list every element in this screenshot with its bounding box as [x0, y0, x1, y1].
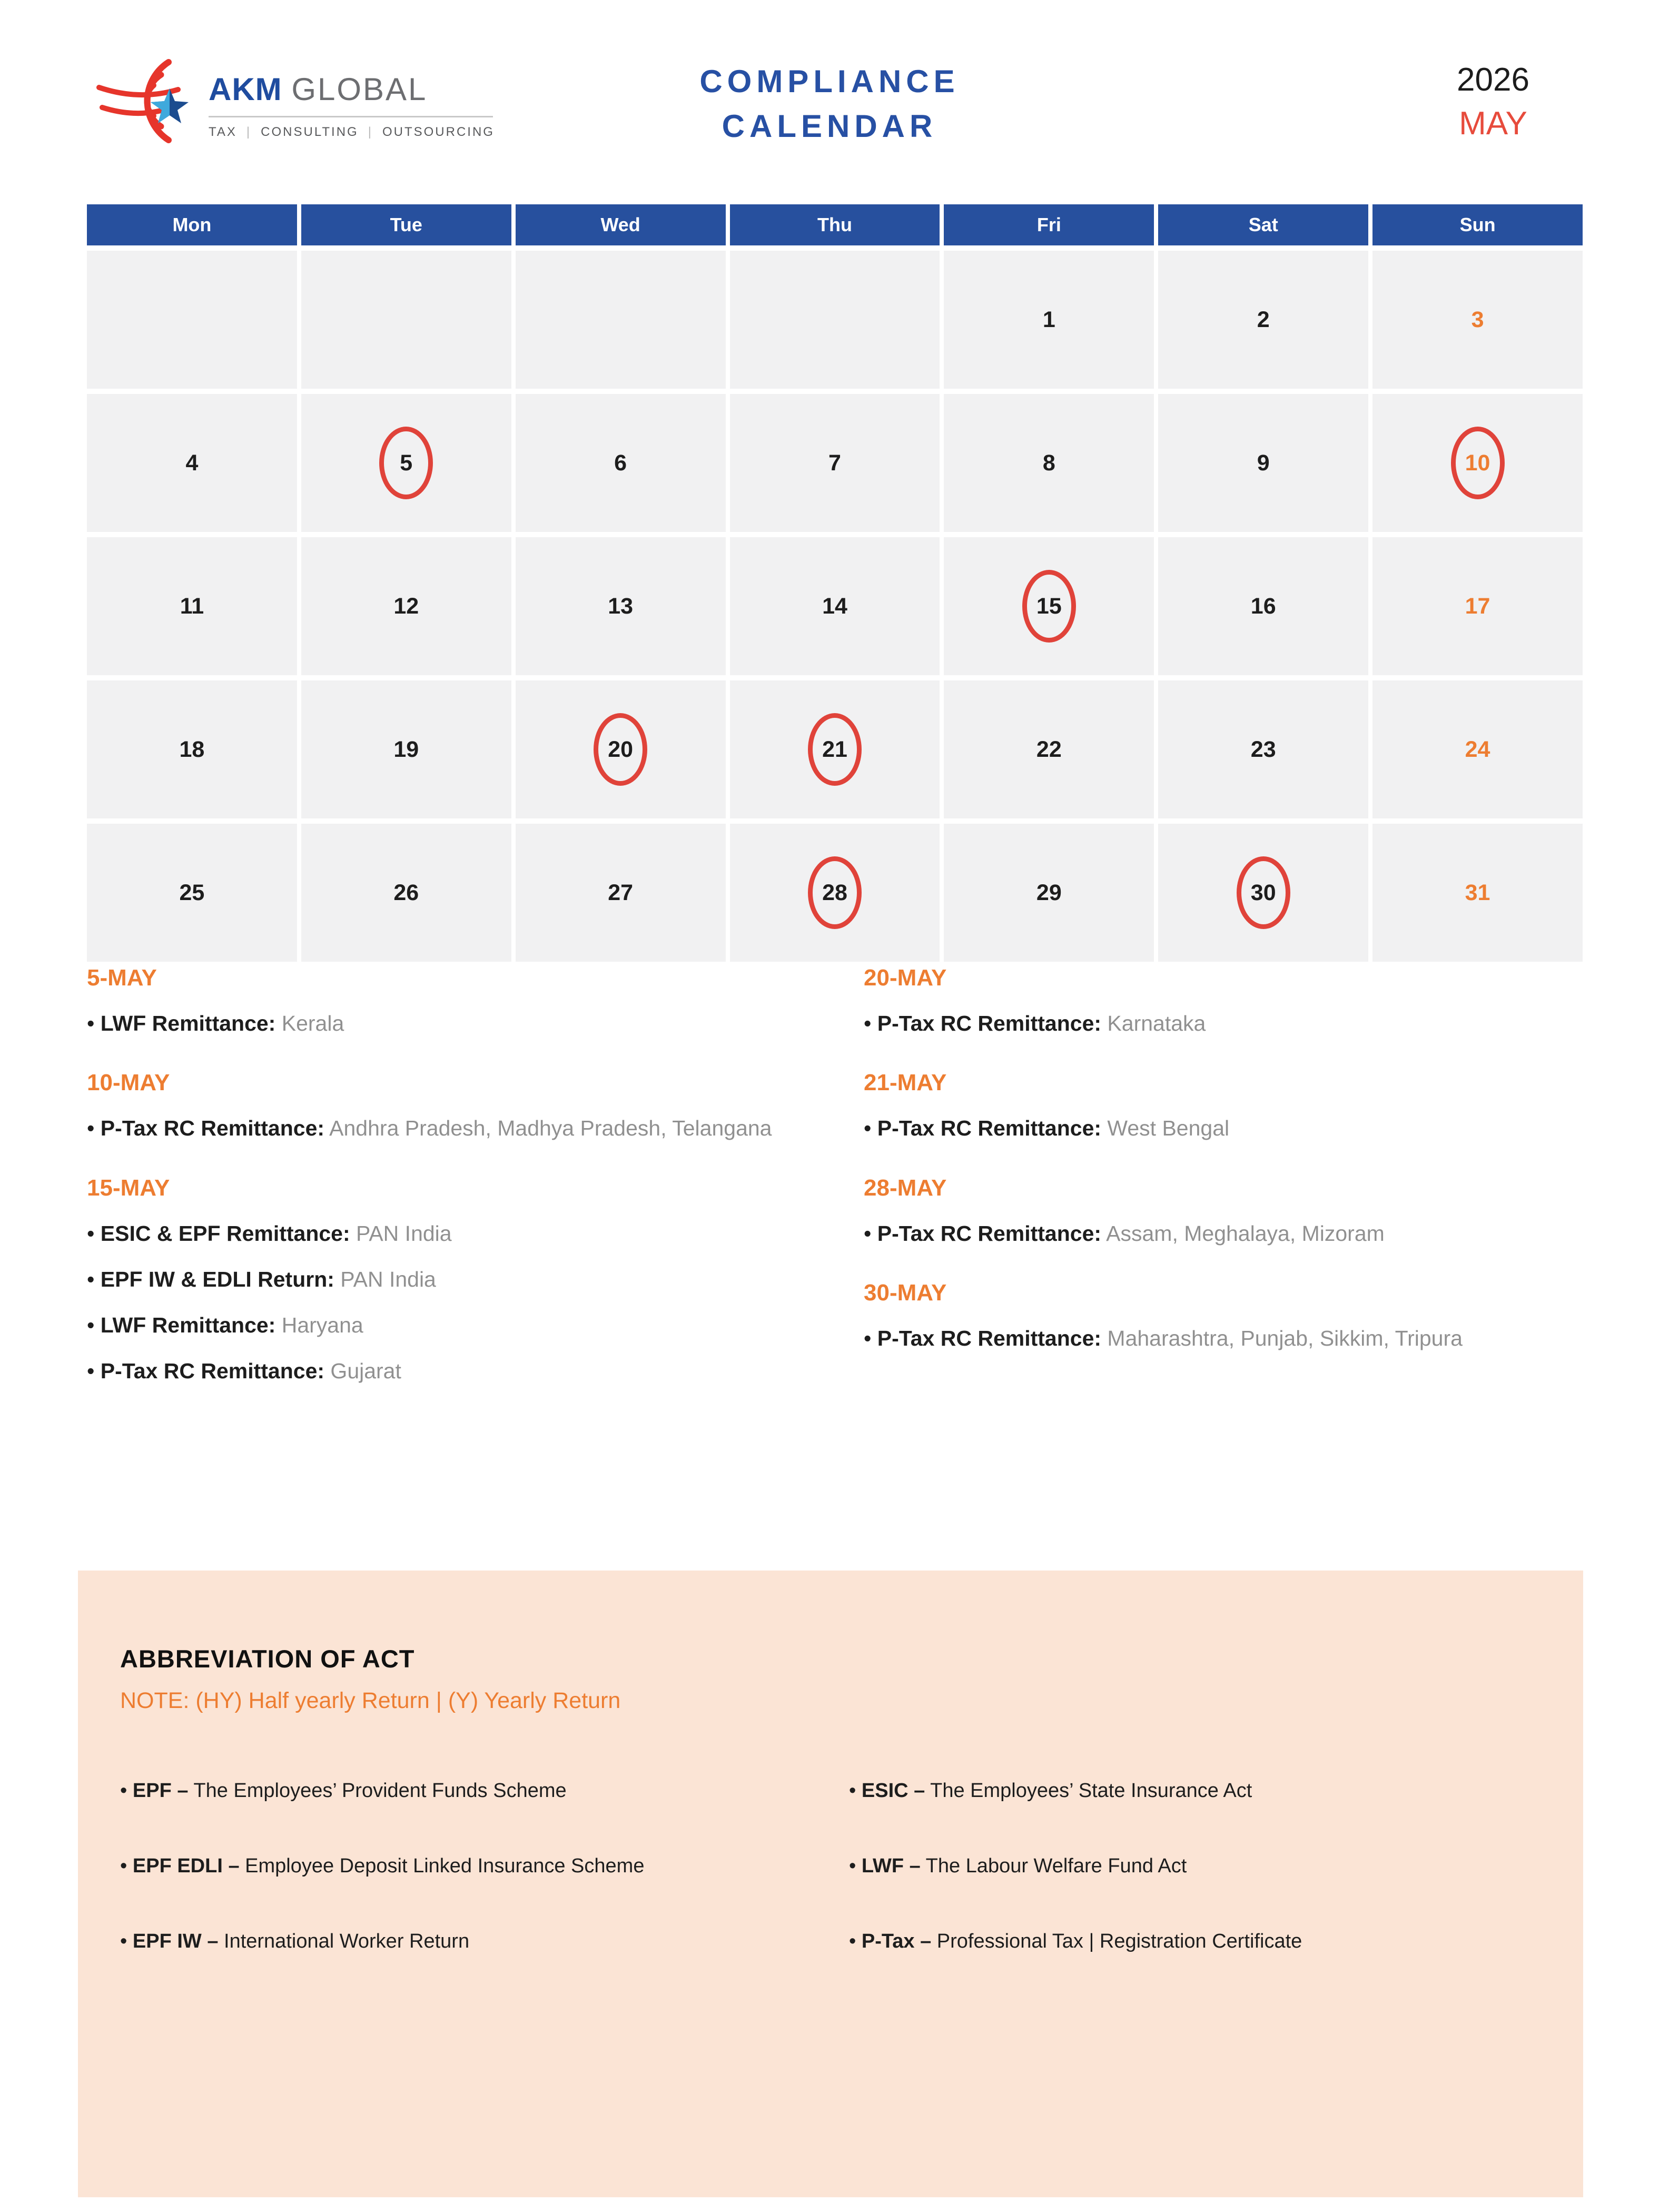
- event-section: [864, 1280, 1583, 1352]
- tagline-item: | CONSULTING: [237, 125, 359, 139]
- brand-divider: [209, 116, 493, 117]
- calendar-day-cell: [1372, 537, 1583, 675]
- event-value: PAN India: [334, 1267, 436, 1291]
- calendar-day-cell: [1158, 537, 1368, 675]
- calendar-day-cell: [1372, 824, 1583, 962]
- abbreviation-term: LWF –: [861, 1855, 921, 1877]
- abbreviation-description: The Employees’ State Insurance Act: [925, 1780, 1252, 1802]
- calendar-day-cell: [1158, 394, 1368, 532]
- day-number: 20: [608, 736, 634, 762]
- abbreviation-item: [849, 1855, 1536, 1878]
- calendar-day-cell: [944, 394, 1154, 532]
- event-label: LWF Remittance:: [100, 1313, 276, 1337]
- calendar-day-cell: [730, 394, 940, 532]
- weekday-header-fri: Fri: [944, 204, 1154, 245]
- calendar-day-cell: [1372, 680, 1583, 818]
- event-label: ESIC & EPF Remittance:: [100, 1221, 350, 1246]
- year-month-block: [1409, 59, 1577, 145]
- day-number: 10: [1465, 450, 1490, 476]
- day-number: 29: [1036, 880, 1062, 905]
- event-value: Maharashtra, Punjab, Sikkim, Tripura: [1101, 1326, 1463, 1350]
- tagline-item: | OUTSOURCING: [359, 125, 495, 139]
- deadline-circle-ring: [1237, 856, 1290, 929]
- event-date-heading: 20-MAY: [864, 965, 947, 991]
- event-label: P-Tax RC Remittance:: [877, 1326, 1102, 1350]
- tagline-item: TAX: [209, 125, 237, 139]
- deadline-circle-ring: [594, 713, 647, 786]
- event-label: P-Tax RC Remittance:: [877, 1011, 1102, 1035]
- day-number: 21: [822, 736, 847, 762]
- calendar-day-cell: [1372, 251, 1583, 389]
- title-line-1: COMPLIANCE: [699, 64, 960, 99]
- calendar-day-cell: [730, 537, 940, 675]
- event-item: [864, 1010, 1583, 1037]
- abbreviation-list: [120, 1780, 1536, 1953]
- brand-akm: AKM: [209, 72, 282, 107]
- calendar-day-cell: [1158, 680, 1368, 818]
- event-item: [87, 1266, 864, 1293]
- event-date-heading: 28-MAY: [864, 1174, 947, 1201]
- event-label: P-Tax RC Remittance:: [100, 1116, 325, 1141]
- abbreviation-description: Professional Tax | Registration Certificate: [931, 1930, 1302, 1952]
- calendar-week-row: [87, 680, 1583, 818]
- weekday-header-mon: Mon: [87, 204, 297, 245]
- calendar-day-cell: [1158, 824, 1368, 962]
- calendar-week-row: [87, 537, 1583, 675]
- day-number: 5: [400, 450, 413, 476]
- day-number: 4: [185, 450, 199, 476]
- day-number: 14: [822, 593, 847, 619]
- calendar-day-cell: [301, 537, 511, 675]
- calendar-day-cell: [944, 251, 1154, 389]
- weekday-header-thu: Thu: [730, 204, 940, 245]
- abbreviation-item: [849, 1930, 1536, 1953]
- day-number: 13: [608, 593, 634, 619]
- abbreviation-term: EPF EDLI –: [132, 1855, 240, 1877]
- deadline-circle-ring: [808, 856, 862, 929]
- event-label: LWF Remittance:: [100, 1011, 276, 1035]
- event-section: [87, 965, 864, 1037]
- day-number: 26: [393, 880, 419, 905]
- abbreviation-term: P-Tax –: [861, 1930, 932, 1952]
- day-number: 30: [1250, 880, 1276, 905]
- event-value: Andhra Pradesh, Madhya Pradesh, Telangana: [324, 1116, 772, 1141]
- title-line-2: CALENDAR: [722, 108, 937, 144]
- abbreviation-term: ESIC –: [861, 1780, 925, 1802]
- calendar-day-cell: [301, 824, 511, 962]
- calendar-day-cell: [301, 680, 511, 818]
- event-value: Gujarat: [324, 1359, 401, 1384]
- month-label: MAY: [1459, 105, 1527, 142]
- weekday-header-sun: Sun: [1372, 204, 1583, 245]
- calendar-day-cell: [516, 824, 726, 962]
- calendar-day-cell: [87, 824, 297, 962]
- day-number: 27: [608, 880, 634, 905]
- event-lists: [87, 965, 1583, 1404]
- event-item: [864, 1325, 1583, 1352]
- brand-tagline: [209, 125, 495, 140]
- event-item: [87, 1010, 864, 1037]
- calendar-empty-cell: [516, 251, 726, 389]
- brand-text-block: [209, 71, 495, 140]
- event-item: [87, 1115, 864, 1142]
- event-item: [87, 1220, 864, 1247]
- calendar-day-cell: [516, 680, 726, 818]
- calendar-week-row: [87, 394, 1583, 532]
- event-section: [864, 1070, 1583, 1142]
- event-value: Karnataka: [1101, 1011, 1206, 1035]
- abbreviation-item: [120, 1780, 807, 1802]
- day-number: 15: [1036, 593, 1062, 619]
- event-date-heading: 10-MAY: [87, 1070, 170, 1096]
- calendar-day-cell: [1372, 394, 1583, 532]
- globe-star-logo-icon: [90, 53, 195, 158]
- calendar-day-cell: [944, 824, 1154, 962]
- brand-global: GLOBAL: [291, 72, 428, 107]
- calendar-day-cell: [301, 394, 511, 532]
- event-date-heading: 30-MAY: [864, 1279, 947, 1306]
- event-date-heading: 15-MAY: [87, 1174, 170, 1201]
- day-number: 7: [828, 450, 841, 476]
- abbreviation-item: [120, 1930, 807, 1953]
- event-value: West Bengal: [1101, 1116, 1230, 1141]
- abbreviation-term: EPF –: [132, 1780, 189, 1802]
- calendar-day-cell: [944, 680, 1154, 818]
- event-item: [87, 1312, 864, 1339]
- deadline-circle-ring: [1451, 427, 1505, 499]
- day-number: 28: [822, 880, 847, 905]
- day-number: 9: [1257, 450, 1270, 476]
- calendar-week-row: [87, 824, 1583, 962]
- event-label: P-Tax RC Remittance:: [877, 1116, 1102, 1141]
- day-number: 18: [179, 736, 205, 762]
- event-value: PAN India: [350, 1221, 452, 1246]
- abbreviation-box: [78, 1571, 1583, 2197]
- brand-name: [209, 71, 495, 107]
- event-value: Assam, Meghalaya, Mizoram: [1101, 1221, 1385, 1246]
- calendar-day-cell: [944, 537, 1154, 675]
- page-title: [699, 59, 959, 149]
- calendar: [87, 204, 1583, 967]
- event-value: Haryana: [275, 1313, 363, 1337]
- day-number: 2: [1257, 307, 1270, 332]
- event-value: Kerala: [275, 1011, 344, 1035]
- calendar-day-cell: [730, 680, 940, 818]
- day-number: 1: [1042, 307, 1055, 332]
- event-item: [864, 1115, 1583, 1142]
- day-number: 16: [1250, 593, 1276, 619]
- day-number: 22: [1036, 736, 1062, 762]
- event-section: [87, 1175, 864, 1385]
- event-section: [864, 965, 1583, 1037]
- calendar-day-cell: [1158, 251, 1368, 389]
- abbreviation-term: EPF IW –: [132, 1930, 219, 1952]
- day-number: 6: [614, 450, 627, 476]
- calendar-week-row: [87, 251, 1583, 389]
- calendar-weeks: [87, 251, 1583, 962]
- calendar-day-cell: [87, 394, 297, 532]
- abbreviation-note: NOTE: (HY) Half yearly Return | (Y) Yearly Return: [120, 1688, 621, 1713]
- calendar-empty-cell: [730, 251, 940, 389]
- event-date-heading: 5-MAY: [87, 965, 157, 991]
- events-column-left: [87, 965, 864, 1404]
- abbreviation-heading: ABBREVIATION OF ACT: [120, 1645, 415, 1673]
- day-number: 12: [393, 593, 419, 619]
- calendar-weekday-header-row: [87, 204, 1583, 245]
- abbreviation-description: International Worker Return: [218, 1930, 470, 1952]
- abbreviation-description: The Employees’ Provident Funds Scheme: [188, 1780, 567, 1802]
- event-section: [87, 1070, 864, 1142]
- day-number: 17: [1465, 593, 1490, 619]
- day-number: 3: [1471, 307, 1484, 332]
- weekday-header-wed: Wed: [516, 204, 726, 245]
- calendar-day-cell: [516, 394, 726, 532]
- event-date-heading: 21-MAY: [864, 1070, 947, 1096]
- events-column-right: [864, 965, 1583, 1404]
- calendar-day-cell: [516, 537, 726, 675]
- year-label: 2026: [1457, 62, 1529, 98]
- abbreviation-description: The Labour Welfare Fund Act: [920, 1855, 1187, 1877]
- weekday-header-sat: Sat: [1158, 204, 1368, 245]
- day-number: 24: [1465, 736, 1490, 762]
- day-number: 31: [1465, 880, 1490, 905]
- day-number: 11: [180, 593, 204, 619]
- event-section: [864, 1175, 1583, 1247]
- event-label: P-Tax RC Remittance:: [877, 1221, 1102, 1246]
- calendar-empty-cell: [87, 251, 297, 389]
- akm-global-logo: [90, 53, 495, 158]
- deadline-circle-ring: [379, 427, 433, 499]
- day-number: 23: [1250, 736, 1276, 762]
- calendar-day-cell: [87, 680, 297, 818]
- day-number: 19: [393, 736, 419, 762]
- day-number: 25: [179, 880, 205, 905]
- deadline-circle-ring: [1022, 570, 1076, 643]
- event-item: [864, 1220, 1583, 1247]
- abbreviation-item: [120, 1855, 807, 1878]
- event-label: P-Tax RC Remittance:: [100, 1359, 325, 1384]
- deadline-circle-ring: [808, 713, 862, 786]
- calendar-day-cell: [87, 537, 297, 675]
- abbreviation-item: [849, 1780, 1536, 1802]
- abbreviation-description: Employee Deposit Linked Insurance Scheme: [239, 1855, 645, 1877]
- calendar-day-cell: [730, 824, 940, 962]
- calendar-empty-cell: [301, 251, 511, 389]
- day-number: 8: [1042, 450, 1055, 476]
- event-label: EPF IW & EDLI Return:: [100, 1267, 334, 1291]
- event-item: [87, 1358, 864, 1385]
- weekday-header-tue: Tue: [301, 204, 511, 245]
